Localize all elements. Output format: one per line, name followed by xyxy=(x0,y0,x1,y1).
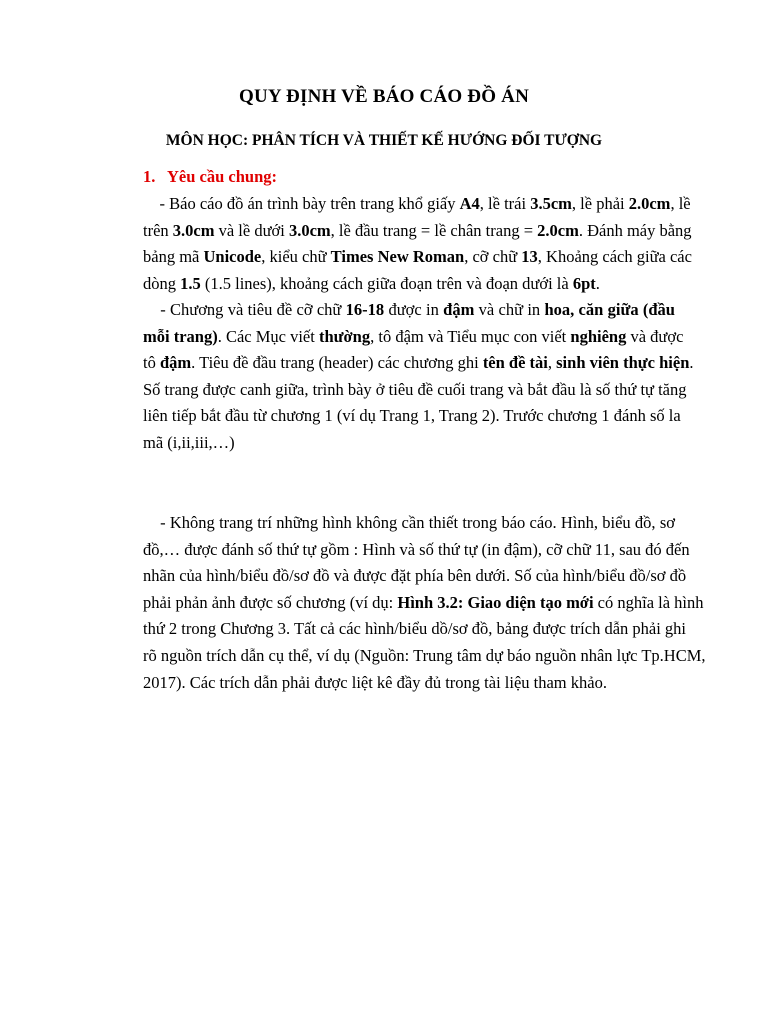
subtitle-course-name: PHÂN TÍCH VÀ THIẾT KẾ HƯỚNG ĐỐI TƯỢNG xyxy=(252,132,603,149)
paragraph-line: thứ 2 trong Chương 3. Tất cả các hình/biểu dồ/sơ đồ, bảng được trích dẫn phải ghi xyxy=(143,619,687,639)
paragraph-line: - Không trang trí những hình không cần thiết trong báo cáo. Hình, biểu đồ, sơ xyxy=(143,513,675,532)
document-subtitle xyxy=(0,132,768,150)
paragraph-line: phải phản ảnh được số chương (ví dụ: Hình 3.2: Giao diện tạo mới có nghĩa là hình xyxy=(143,592,704,612)
section-heading-text: Yêu cầu chung: xyxy=(167,167,278,186)
paragraph-line: Số trang được canh giữa, trình bày ở tiêu đề cuối trang và bắt đầu là số thứ tự tăng xyxy=(143,379,687,399)
paragraph-line: liên tiếp bắt đầu từ chương 1 (ví dụ Trang 1, Trang 2). Trước chương 1 đánh số la xyxy=(143,406,681,426)
paragraph-line: mỗi trang). Các Mục viết thường, tô đậm và Tiểu mục con viết nghiêng và được xyxy=(143,326,684,346)
subtitle-lead: MÔN HỌC: xyxy=(165,132,252,149)
paragraph-line: trên 3.0cm và lề dưới 3.0cm, lề đầu trang = lề chân trang = 2.0cm. Đánh máy bằng xyxy=(143,220,692,240)
paragraph-line: bảng mã Unicode, kiểu chữ Times New Roman, cỡ chữ 13, Khoảng cách giữa các xyxy=(143,247,692,267)
paragraph-line: dòng 1.5 (1.5 lines), khoảng cách giữa đoạn trên và đoạn dưới là 6pt. xyxy=(143,273,600,293)
document-title: QUY ĐỊNH VỀ BÁO CÁO ĐỒ ÁN xyxy=(238,86,530,107)
paragraph-line: - Báo cáo đồ án trình bày trên trang khổ giấy A4, lề trái 3.5cm, lề phải 2.0cm, lề xyxy=(143,194,691,213)
paragraph-line: - Chương và tiêu đề cỡ chữ 16-18 được in đậm và chữ in hoa, căn giữa (đầu xyxy=(143,300,675,319)
paragraph-line: mã (i,ii,iii,…) xyxy=(143,432,235,452)
section-heading xyxy=(143,167,277,187)
paragraph-line: nhãn của hình/biểu đồ/sơ đồ và được đặt phía bên dưới. Số của hình/biểu đồ/sơ đồ xyxy=(143,566,687,586)
paragraph-page-format xyxy=(143,191,692,297)
paragraph-line: 2017). Các trích dẫn phải được liệt kê đầy đủ trong tài liệu tham khảo. xyxy=(143,672,607,692)
paragraph-line: đồ,… được đánh số thứ tự gồm : Hình và số thứ tự (in đậm), cỡ chữ 11, sau đó đến xyxy=(143,539,690,559)
paragraph-line: rõ nguồn trích dẫn cụ thể, ví dụ (Nguồn: Trung tâm dự báo nguồn nhân lực Tp.HCM, xyxy=(143,645,706,665)
paragraph-figures-format xyxy=(143,510,706,696)
section-number: 1. xyxy=(143,167,156,186)
paragraph-headings-format xyxy=(143,297,694,457)
paragraph-line: tô đậm. Tiêu đề đầu trang (header) các chương ghi tên đề tài, sinh viên thực hiện. xyxy=(143,353,694,373)
